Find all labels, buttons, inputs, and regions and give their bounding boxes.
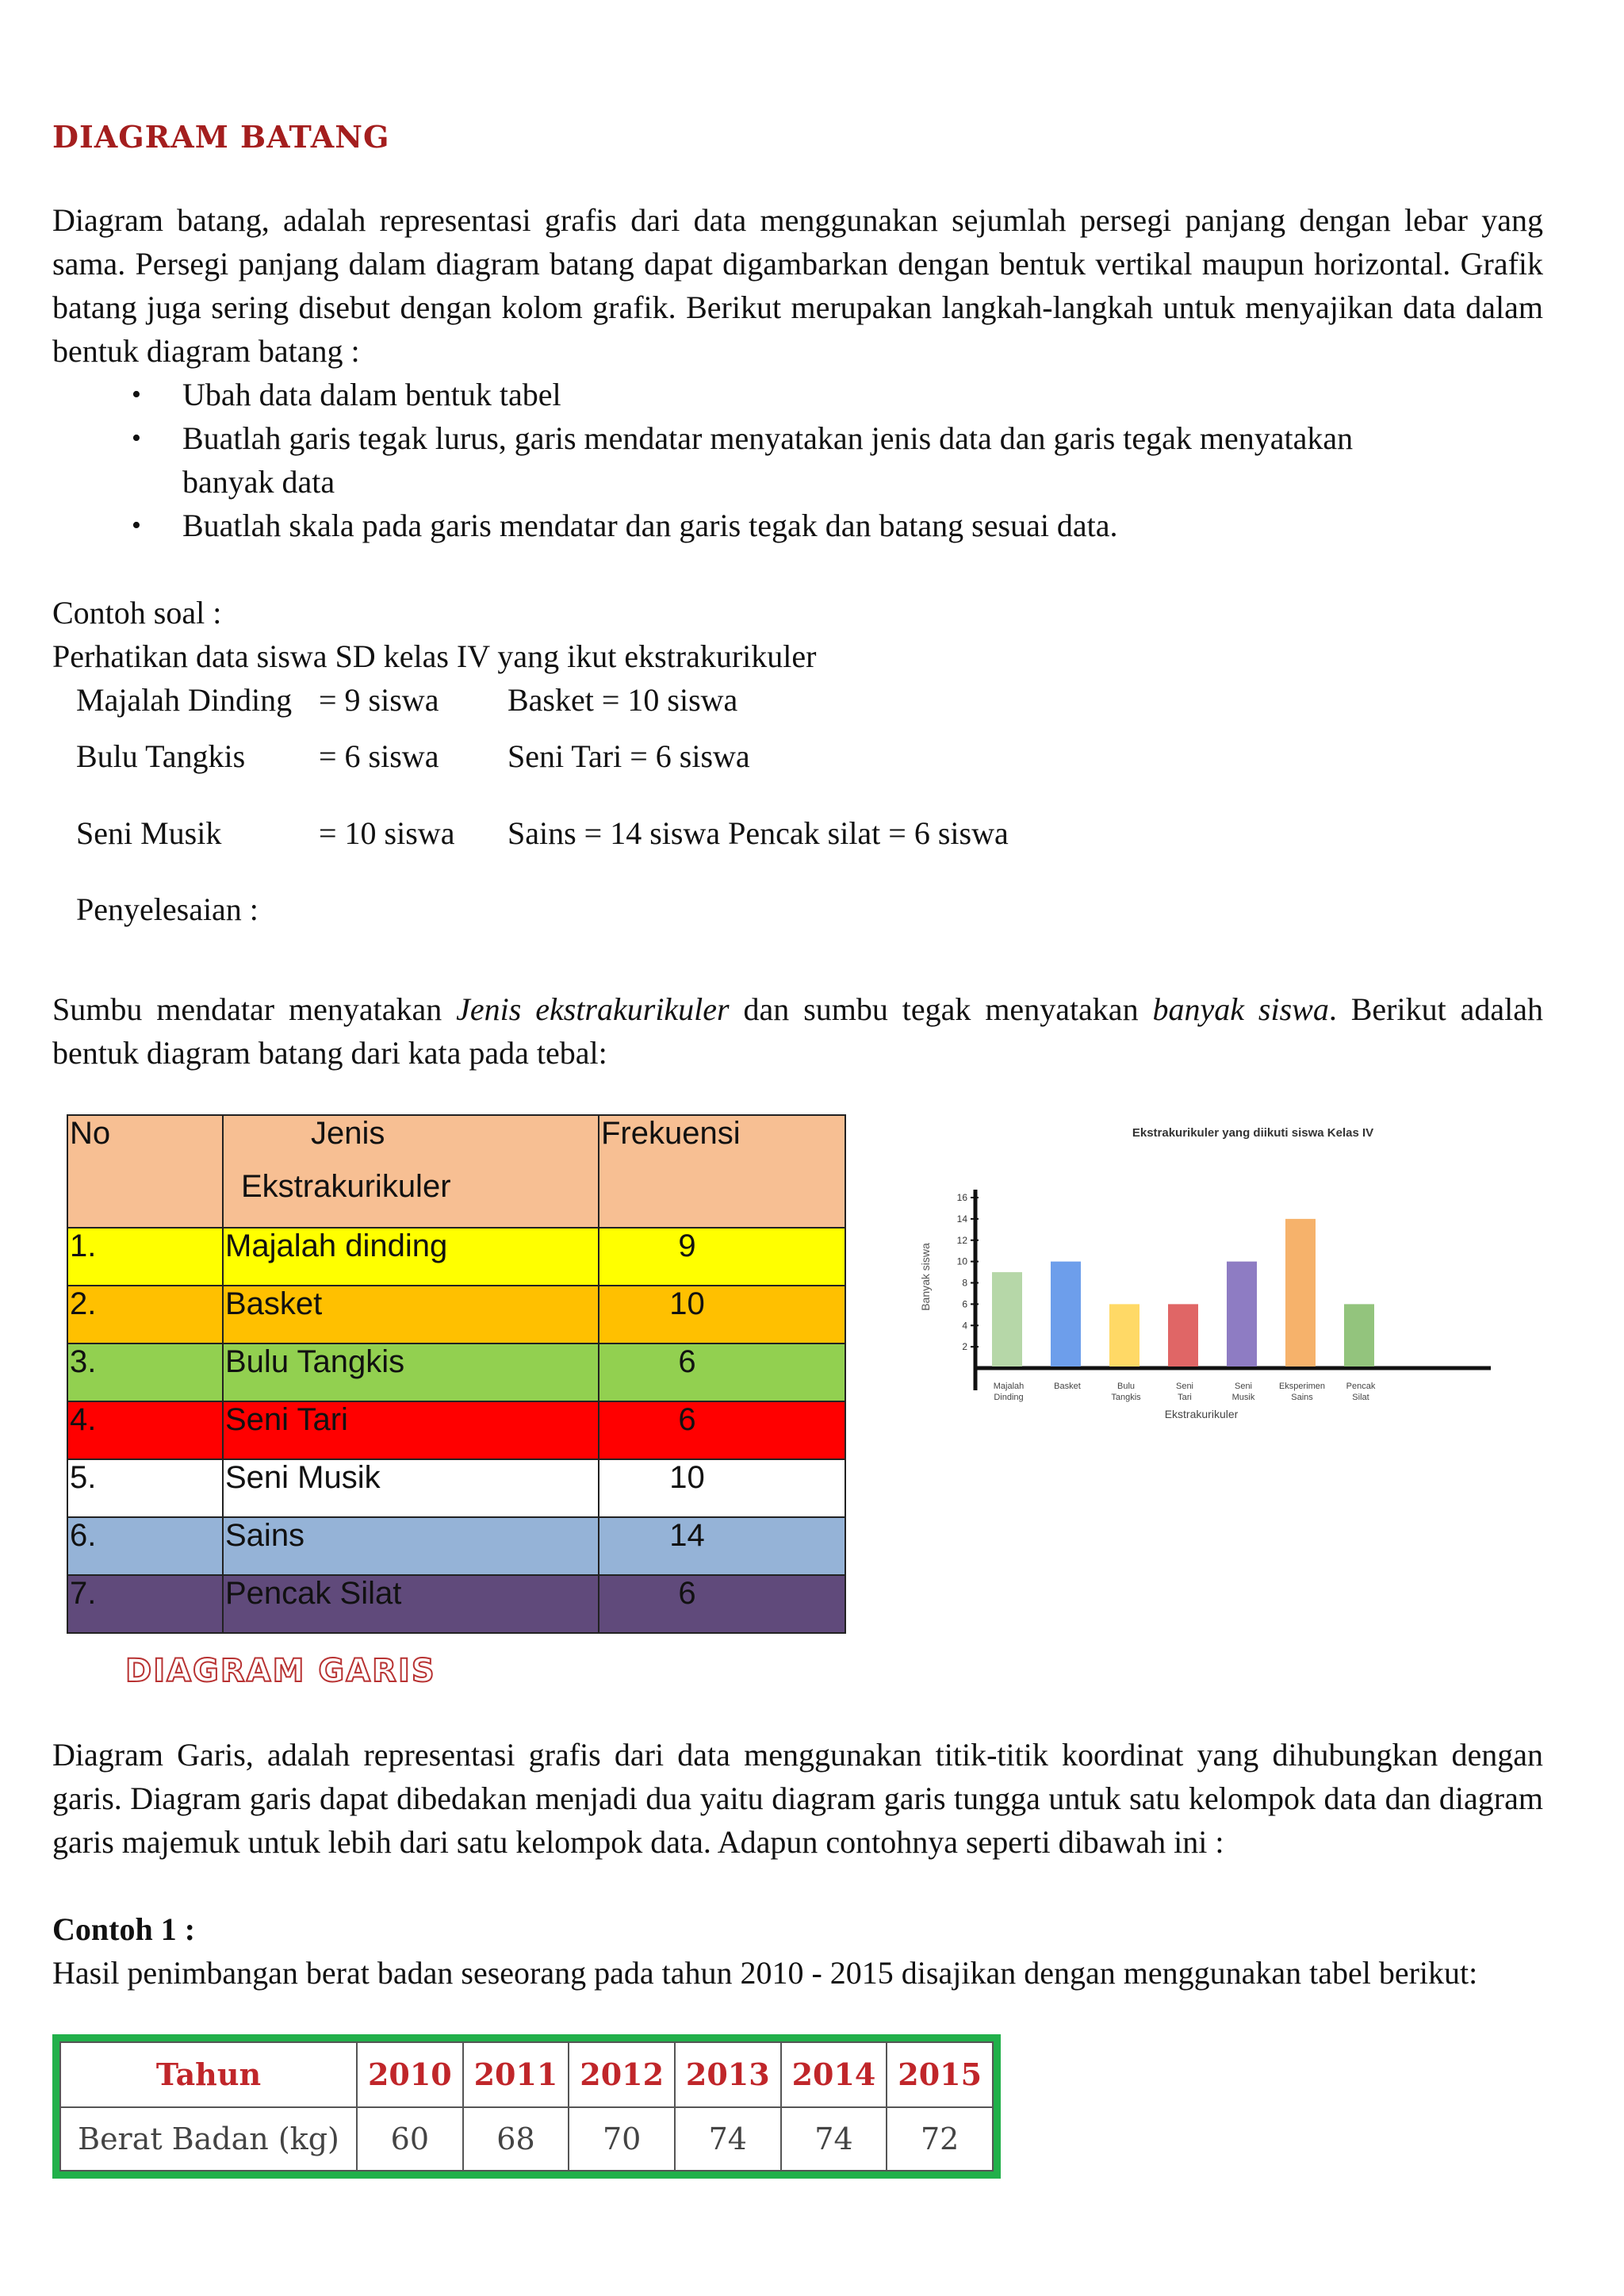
data-extra-3: Sains = 14 siswa Pencak silat = 6 siswa xyxy=(508,815,1009,851)
table-cell-no: 6. xyxy=(67,1517,223,1575)
y-tick-label: 6 xyxy=(962,1298,967,1310)
bar xyxy=(1344,1304,1374,1366)
y-tick-label: 10 xyxy=(956,1255,967,1267)
contoh1-label: Contoh 1 : xyxy=(52,1911,196,1947)
data-value-3: = 10 siswa xyxy=(319,815,455,851)
weight-table-frame xyxy=(52,2034,1001,2179)
x-tick-label: Eksperimen xyxy=(1278,1382,1326,1391)
x-tick-label: Majalah xyxy=(993,1382,1025,1391)
table-row xyxy=(67,1343,845,1401)
table-cell-frequency: 6 xyxy=(599,1343,845,1401)
y-tick-label: 2 xyxy=(962,1341,967,1353)
table-cell-frequency: 6 xyxy=(599,1575,845,1633)
weight-table xyxy=(59,2041,994,2171)
list-item: • Buatlah skala pada garis mendatar dan garis tegak dan batang sesuai data. xyxy=(0,504,1419,547)
data-value-2: = 6 siswa xyxy=(319,738,439,774)
table-row xyxy=(67,1575,845,1633)
x-tick-label: Musik xyxy=(1231,1393,1255,1402)
table-cell-no: 4. xyxy=(67,1401,223,1459)
weight-header-row xyxy=(60,2042,993,2107)
header-jenis: Jenis Ekstrakurikuler xyxy=(223,1115,599,1228)
table-row xyxy=(67,1459,845,1517)
table-row xyxy=(67,1228,845,1286)
list-item: • Ubah data dalam bentuk tabel xyxy=(0,373,1419,416)
year-cell: 2014 xyxy=(781,2042,887,2107)
y-tick-label: 4 xyxy=(962,1320,967,1332)
bar xyxy=(1168,1304,1198,1366)
weight-cell: 72 xyxy=(887,2107,993,2171)
steps-list xyxy=(0,373,1419,547)
chart-title: Ekstrakurikuler yang diikuti siswa Kelas IV xyxy=(1132,1126,1374,1140)
table-cell-frequency: 6 xyxy=(599,1401,845,1459)
data-extra-1: Basket = 10 siswa xyxy=(508,682,738,718)
x-tick-label: Sains xyxy=(1291,1393,1313,1402)
garis-paragraph: Diagram Garis, adalah representasi grafis dari data menggunakan titik-titik koordinat yang dihubungkan dengan garis. Diagram garis dapat dibedakan menjadi dua yaitu diagram garis tungga untuk satu kelompok data dan diagram garis majemuk untuk lebih dari satu kelompok data. Adapun contohnya seperti dibawah ini : xyxy=(52,1737,1543,1860)
x-tick-label: Seni xyxy=(1234,1382,1253,1391)
x-tick-label: Tari xyxy=(1178,1393,1192,1402)
x-tick-label: Silat xyxy=(1352,1393,1369,1402)
data-name-1: Majalah Dinding xyxy=(76,682,293,718)
table-row xyxy=(67,1401,845,1459)
table-cell-frequency: 10 xyxy=(599,1286,845,1343)
weight-cell: 74 xyxy=(675,2107,781,2171)
weight-row-label: Berat Badan (kg) xyxy=(60,2107,357,2171)
year-cell: 2013 xyxy=(675,2042,781,2107)
table-cell-frequency: 9 xyxy=(599,1228,845,1286)
table-cell-no: 3. xyxy=(67,1343,223,1401)
table-cell-name: Basket xyxy=(223,1286,599,1343)
x-tick-label: Basket xyxy=(1054,1382,1081,1391)
x-axis-label: Ekstrakurikuler xyxy=(1164,1408,1239,1420)
bar xyxy=(1051,1262,1081,1366)
year-cell: 2011 xyxy=(463,2042,569,2107)
weight-cell: 60 xyxy=(357,2107,463,2171)
year-cell: 2010 xyxy=(357,2042,463,2107)
data-name-3: Seni Musik xyxy=(76,815,222,851)
section-title-diagram-garis: DIAGRAM GARIS xyxy=(125,1653,436,1689)
frequency-table xyxy=(67,1114,846,1634)
y-tick-label: 12 xyxy=(956,1234,967,1246)
list-item: • Buatlah garis tegak lurus, garis mendatar menyatakan jenis data dan garis tegak menyatakan banyak data xyxy=(0,416,1419,504)
data-extra-2: Seni Tari = 6 siswa xyxy=(508,738,750,774)
table-cell-no: 1. xyxy=(67,1228,223,1286)
bar xyxy=(992,1272,1022,1366)
section-title-diagram-batang: DIAGRAM BATANG xyxy=(52,119,390,155)
table-cell-name: Majalah dinding xyxy=(223,1228,599,1286)
table-cell-name: Pencak Silat xyxy=(223,1575,599,1633)
year-cell: 2012 xyxy=(569,2042,675,2107)
contoh-soal-text: Perhatikan data siswa SD kelas IV yang ikut ekstrakurikuler xyxy=(52,638,817,674)
table-cell-frequency: 10 xyxy=(599,1459,845,1517)
weight-cell: 68 xyxy=(463,2107,569,2171)
table-cell-name: Sains xyxy=(223,1517,599,1575)
weight-header-label: Tahun xyxy=(60,2042,357,2107)
weight-cell: 74 xyxy=(781,2107,887,2171)
table-cell-name: Seni Musik xyxy=(223,1459,599,1517)
x-tick-label: Tangkis xyxy=(1111,1393,1141,1402)
table-cell-no: 5. xyxy=(67,1459,223,1517)
bar xyxy=(1227,1262,1257,1366)
bar-chart xyxy=(904,1114,1507,1447)
data-name-2: Bulu Tangkis xyxy=(76,738,246,774)
table-cell-no: 7. xyxy=(67,1575,223,1633)
y-axis-label: Banyak siswa xyxy=(919,1243,932,1311)
bar xyxy=(1285,1219,1316,1366)
table-row xyxy=(67,1286,845,1343)
table-cell-name: Bulu Tangkis xyxy=(223,1343,599,1401)
year-cell: 2015 xyxy=(887,2042,993,2107)
x-tick-label: Seni xyxy=(1175,1382,1194,1391)
bar xyxy=(1109,1304,1139,1366)
penyelesaian-label: Penyelesaian : xyxy=(76,891,259,927)
x-tick-label: Pencak xyxy=(1346,1382,1376,1391)
table-row xyxy=(67,1517,845,1575)
y-tick-label: 16 xyxy=(956,1192,967,1203)
data-value-1: = 9 siswa xyxy=(319,682,439,718)
table-cell-name: Seni Tari xyxy=(223,1401,599,1459)
x-tick-label: Dinding xyxy=(994,1393,1024,1402)
explanation-paragraph: Sumbu mendatar menyatakan Jenis ekstrakurikuler dan sumbu tegak menyatakan banyak siswa. Berikut adalah bentuk diagram batang dari kata pada tebal: xyxy=(52,991,1544,1071)
weight-cell: 70 xyxy=(569,2107,675,2171)
contoh1-text: Hasil penimbangan berat badan seseorang pada tahun 2010 - 2015 disajikan dengan menggunakan tabel berikut: xyxy=(52,1955,1478,1991)
table-cell-frequency: 14 xyxy=(599,1517,845,1575)
table-header-row xyxy=(67,1115,845,1228)
header-frekuensi: Frekuensi xyxy=(599,1115,845,1228)
x-tick-label: Bulu xyxy=(1116,1382,1136,1391)
intro-paragraph: Diagram batang, adalah representasi grafis dari data menggunakan sejumlah persegi panjang dengan lebar yang sama. Persegi panjang dalam diagram batang dapat digambarkan dengan bentuk vertikal maupun horizontal. Grafik batang juga sering disebut dengan kolom grafik. Berikut merupakan langkah-langkah untuk menyajikan data dalam bentuk diagram batang : xyxy=(52,202,1543,369)
contoh-soal-label: Contoh soal : xyxy=(52,595,222,631)
table-cell-no: 2. xyxy=(67,1286,223,1343)
y-tick-label: 8 xyxy=(962,1277,967,1289)
header-no: No xyxy=(67,1115,223,1228)
y-tick-label: 14 xyxy=(956,1213,967,1225)
weight-value-row xyxy=(60,2107,993,2171)
